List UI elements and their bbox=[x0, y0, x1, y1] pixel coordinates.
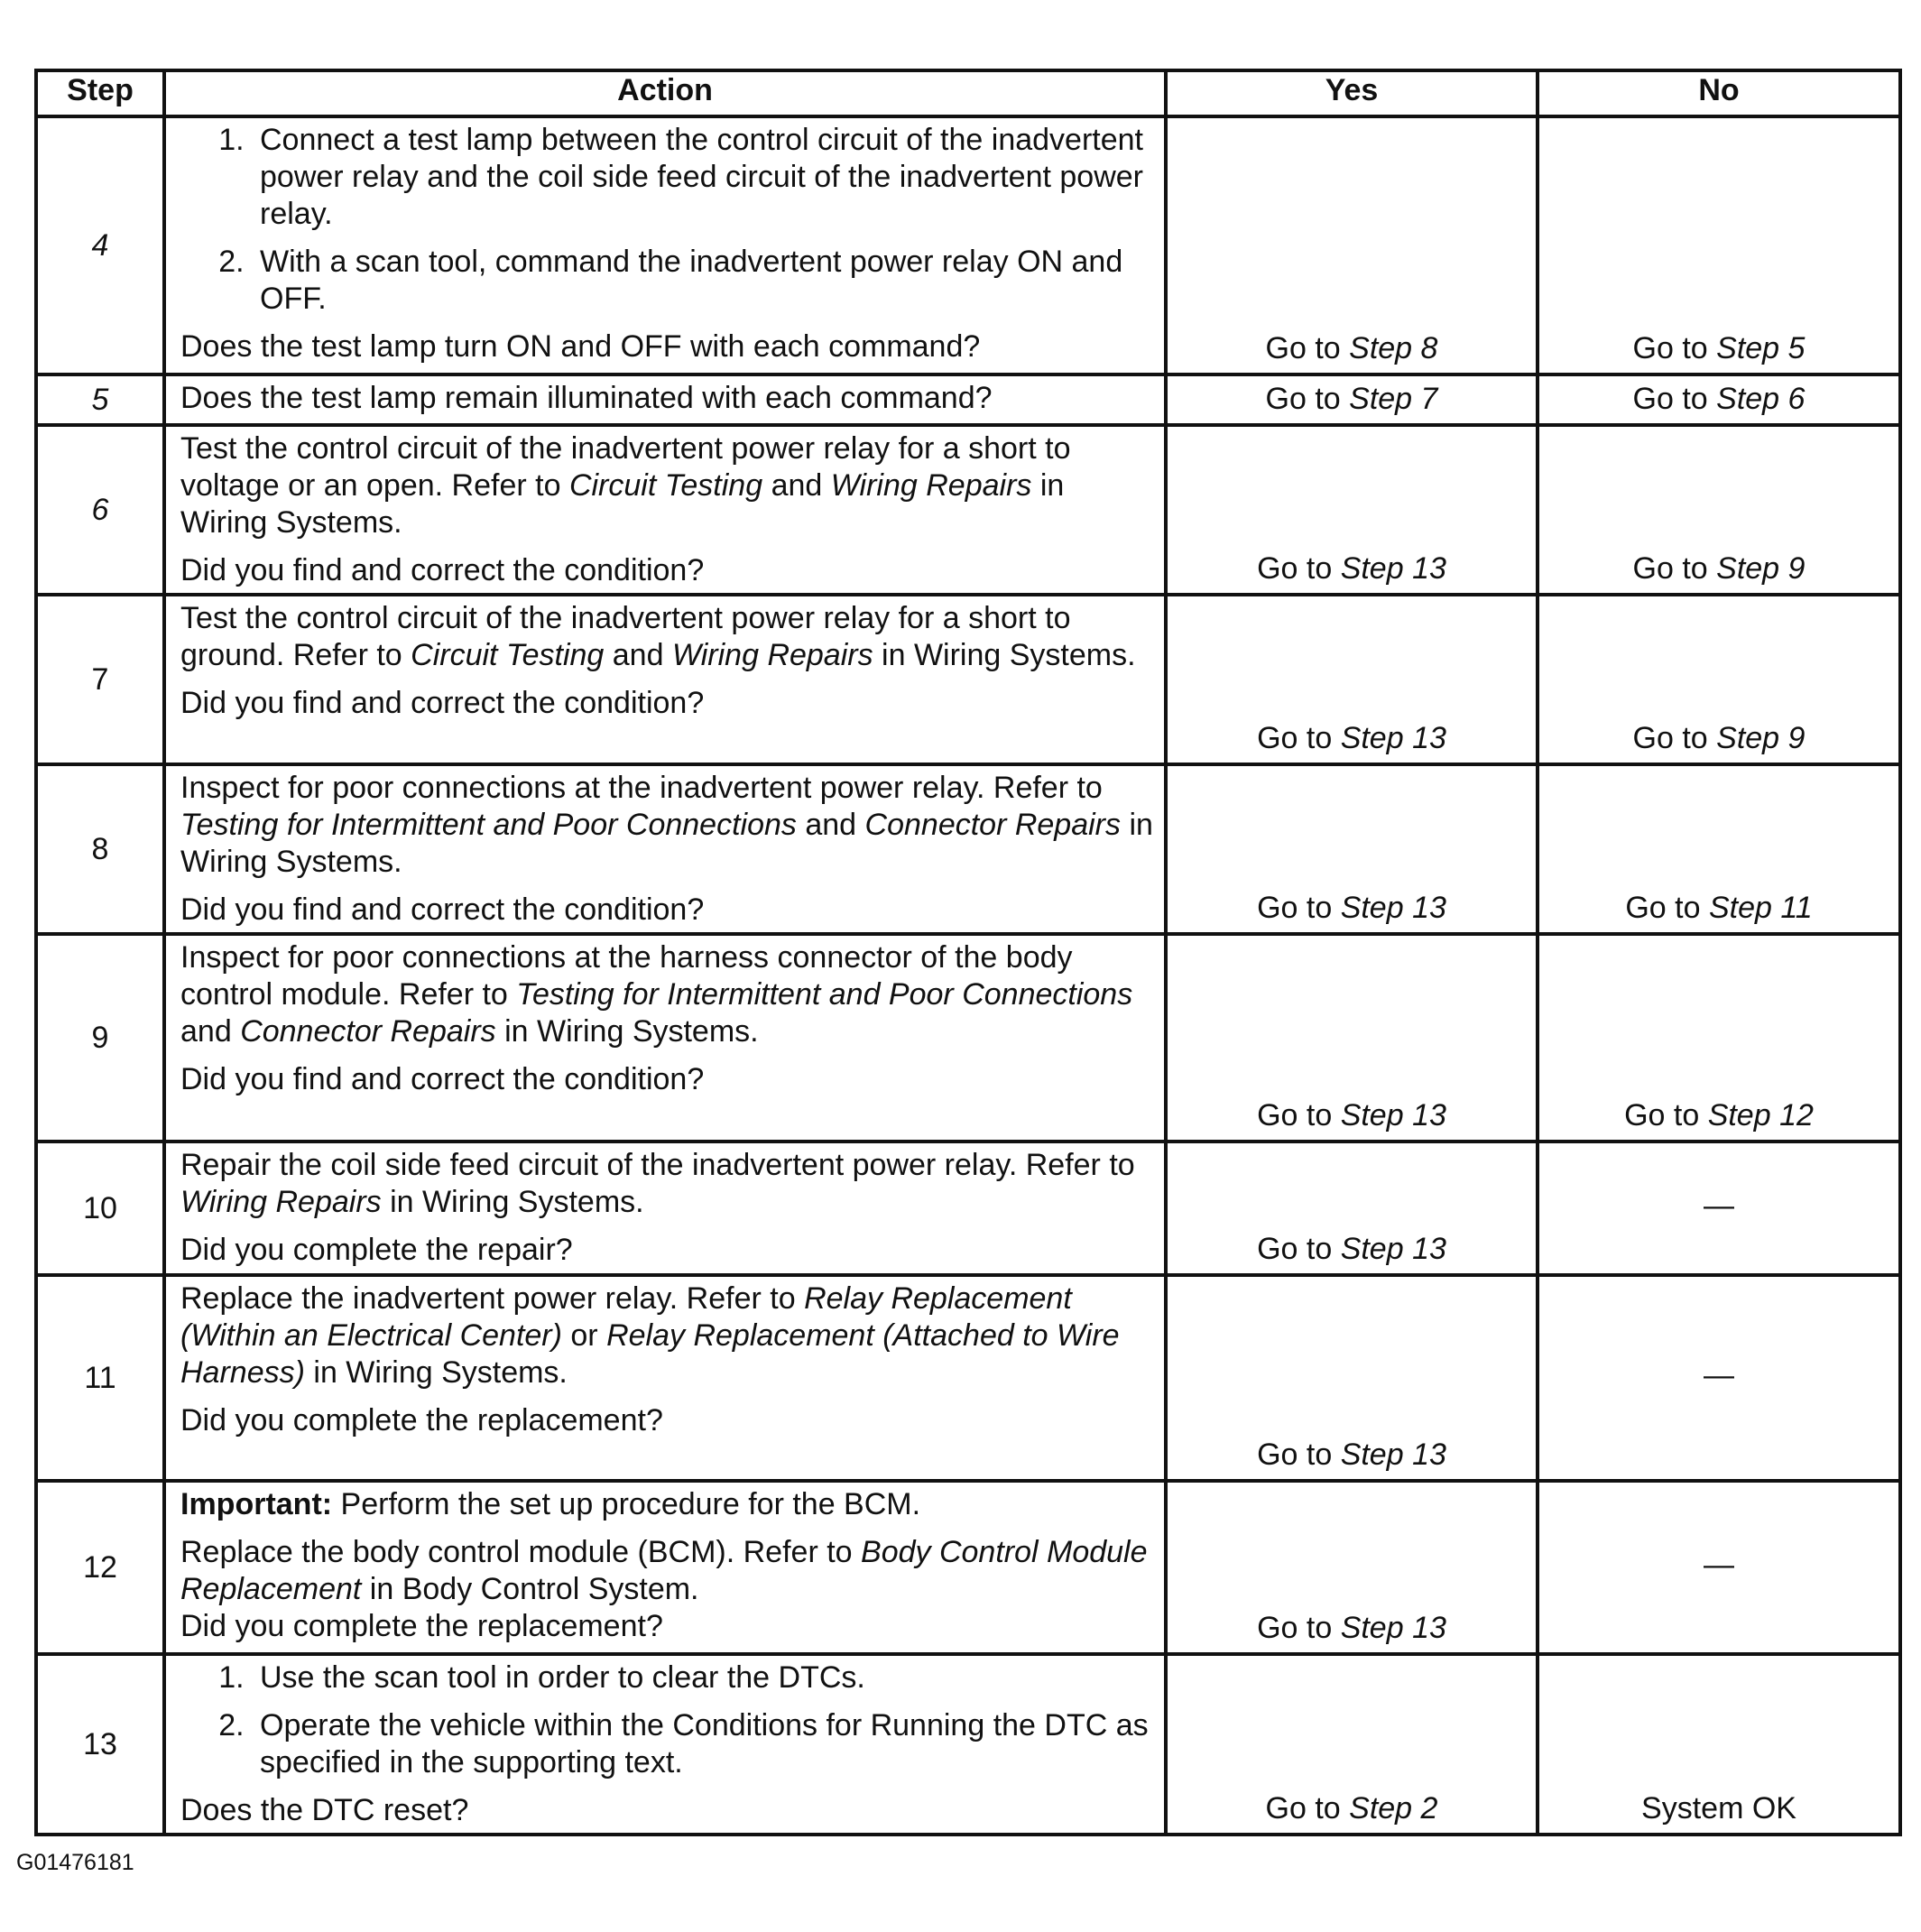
reference-link[interactable]: Wiring Repairs bbox=[180, 1185, 382, 1219]
yes-cell bbox=[1166, 1654, 1538, 1835]
no-cell-empty: — bbox=[1538, 1142, 1900, 1275]
header-yes: Yes bbox=[1166, 70, 1538, 116]
action-cell bbox=[164, 1654, 1166, 1835]
table-row bbox=[36, 425, 1900, 595]
table-row bbox=[36, 764, 1900, 934]
go-to-label: Go to bbox=[1265, 331, 1350, 365]
yes-cell bbox=[1166, 764, 1538, 934]
question-text: Did you complete the replacement? bbox=[180, 1403, 663, 1437]
no-cell bbox=[1538, 934, 1900, 1142]
numbered-list bbox=[180, 1659, 1153, 1781]
reference-link[interactable]: Body Control Module Replacement bbox=[180, 1535, 1148, 1606]
step-number: 8 bbox=[36, 764, 164, 934]
diagnostic-table bbox=[34, 69, 1902, 1836]
table-row bbox=[36, 595, 1900, 764]
list-item: 1. Connect a test lamp between the control circuit of the inadvertent power relay and the coil side feed circuit of the inadvertent power relay. bbox=[253, 122, 1153, 233]
yes-step-link[interactable]: Step 13 bbox=[1340, 1437, 1446, 1472]
go-to-label: Go to bbox=[1624, 1098, 1708, 1132]
reference-link[interactable]: Wiring Repairs bbox=[830, 468, 1032, 503]
go-to-label: Go to bbox=[1257, 551, 1341, 586]
question-text: Did you find and correct the condition? bbox=[180, 553, 705, 587]
yes-cell bbox=[1166, 595, 1538, 764]
yes-step-link[interactable]: Step 13 bbox=[1340, 551, 1446, 586]
figure-id: G01476181 bbox=[16, 1850, 134, 1875]
step-number: 10 bbox=[36, 1142, 164, 1275]
header-action: Action bbox=[164, 70, 1166, 116]
reference-link[interactable]: Testing for Intermittent and Poor Connections bbox=[516, 977, 1133, 1012]
yes-step-link[interactable]: Step 13 bbox=[1340, 891, 1446, 925]
no-step-link[interactable]: Step 11 bbox=[1708, 891, 1813, 925]
yes-step-link[interactable]: Step 8 bbox=[1349, 331, 1438, 365]
go-to-label: Go to bbox=[1257, 1098, 1341, 1132]
question-text: Does the test lamp remain illuminated with each command? bbox=[180, 381, 993, 415]
numbered-list bbox=[180, 122, 1153, 318]
yes-cell bbox=[1166, 1275, 1538, 1481]
go-to-label: Go to bbox=[1632, 382, 1717, 416]
table-row bbox=[36, 1142, 1900, 1275]
table-row bbox=[36, 934, 1900, 1142]
instruction-text: Inspect for poor connections at the harness connector of the body control module. Refer to Testing for Intermittent and Poor Connections and Connector Repairs in Wiring Systems. bbox=[180, 940, 1133, 1049]
table-row bbox=[36, 1275, 1900, 1481]
no-cell bbox=[1538, 425, 1900, 595]
yes-cell bbox=[1166, 1142, 1538, 1275]
no-cell-empty: — bbox=[1538, 1275, 1900, 1481]
yes-step-link[interactable]: Step 2 bbox=[1349, 1791, 1438, 1826]
list-item: 2. With a scan tool, command the inadvertent power relay ON and OFF. bbox=[253, 244, 1153, 318]
instruction-text: Replace the inadvertent power relay. Refer to Relay Replacement (Within an Electrical Center) or Relay Replacement (Attached to Wire Harness) in Wiring Systems. bbox=[180, 1281, 1120, 1390]
go-to-label: Go to bbox=[1257, 891, 1341, 925]
no-step-link[interactable]: Step 9 bbox=[1716, 551, 1806, 586]
go-to-label: Go to bbox=[1265, 382, 1350, 416]
go-to-label: Go to bbox=[1257, 1437, 1341, 1472]
instruction-text: Replace the body control module (BCM). Refer to Body Control Module Replacement in Body Control System. bbox=[180, 1535, 1148, 1606]
list-item: 2. Operate the vehicle within the Conditions for Running the DTC as specified in the supporting text. bbox=[253, 1707, 1153, 1781]
reference-link[interactable]: Wiring Repairs bbox=[671, 638, 873, 672]
step-number: 7 bbox=[36, 595, 164, 764]
yes-cell bbox=[1166, 116, 1538, 374]
go-to-label: Go to bbox=[1257, 721, 1341, 755]
no-cell bbox=[1538, 595, 1900, 764]
no-step-link[interactable]: Step 6 bbox=[1716, 382, 1806, 416]
instruction-text: Inspect for poor connections at the inadvertent power relay. Refer to Testing for Intermittent and Poor Connections and Connector Repairs in Wiring Systems. bbox=[180, 771, 1153, 879]
question-text: Did you complete the replacement? bbox=[180, 1609, 663, 1643]
important-label: Important: bbox=[180, 1487, 333, 1521]
go-to-label: Go to bbox=[1265, 1791, 1350, 1826]
no-cell bbox=[1538, 764, 1900, 934]
action-cell bbox=[164, 425, 1166, 595]
table-header-row bbox=[36, 70, 1900, 116]
question-text: Did you find and correct the condition? bbox=[180, 892, 705, 927]
list-item: 1. Use the scan tool in order to clear the DTCs. bbox=[253, 1659, 1153, 1696]
no-cell-result: System OK bbox=[1538, 1654, 1900, 1835]
yes-cell bbox=[1166, 374, 1538, 425]
go-to-label: Go to bbox=[1632, 331, 1717, 365]
action-cell bbox=[164, 374, 1166, 425]
reference-link[interactable]: Connector Repairs bbox=[864, 808, 1122, 842]
step-number: 13 bbox=[36, 1654, 164, 1835]
table-row bbox=[36, 374, 1900, 425]
no-cell-empty: — bbox=[1538, 1481, 1900, 1654]
no-step-link[interactable]: Step 9 bbox=[1716, 721, 1806, 755]
action-cell bbox=[164, 116, 1166, 374]
go-to-label: Go to bbox=[1632, 721, 1717, 755]
yes-step-link[interactable]: Step 7 bbox=[1349, 382, 1438, 416]
yes-step-link[interactable]: Step 13 bbox=[1340, 1098, 1446, 1132]
question-text: Does the DTC reset? bbox=[180, 1793, 469, 1827]
question-text: Does the test lamp turn ON and OFF with each command? bbox=[180, 329, 981, 364]
yes-cell bbox=[1166, 1481, 1538, 1654]
table-row bbox=[36, 1481, 1900, 1654]
yes-cell bbox=[1166, 934, 1538, 1142]
reference-link[interactable]: Circuit Testing bbox=[411, 638, 605, 672]
step-number: 4 bbox=[36, 116, 164, 374]
instruction-text: Test the control circuit of the inadvertent power relay for a short to voltage or an open. Refer to Circuit Testing and Wiring Repairs in Wiring Systems. bbox=[180, 431, 1071, 540]
yes-step-link[interactable]: Step 13 bbox=[1340, 721, 1446, 755]
action-cell bbox=[164, 1142, 1166, 1275]
action-cell bbox=[164, 764, 1166, 934]
no-cell bbox=[1538, 116, 1900, 374]
question-text: Did you find and correct the condition? bbox=[180, 1062, 705, 1096]
reference-link[interactable]: Relay Replacement (Within an Electrical Center) bbox=[180, 1281, 1072, 1353]
question-text: Did you find and correct the condition? bbox=[180, 686, 705, 720]
step-number: 12 bbox=[36, 1481, 164, 1654]
action-cell bbox=[164, 1275, 1166, 1481]
no-cell bbox=[1538, 374, 1900, 425]
yes-step-link[interactable]: Step 13 bbox=[1340, 1611, 1446, 1645]
action-cell bbox=[164, 595, 1166, 764]
important-note: Important: Perform the set up procedure for the BCM. bbox=[180, 1487, 921, 1521]
go-to-label: Go to bbox=[1257, 1611, 1341, 1645]
no-step-link[interactable]: Step 12 bbox=[1707, 1098, 1814, 1132]
reference-link[interactable]: Relay Replacement (Attached to Wire Harness) bbox=[180, 1318, 1120, 1390]
go-to-label: Go to bbox=[1257, 1232, 1341, 1266]
header-step: Step bbox=[36, 70, 164, 116]
table-row bbox=[36, 116, 1900, 374]
header-no: No bbox=[1538, 70, 1900, 116]
reference-link[interactable]: Circuit Testing bbox=[568, 468, 763, 503]
table-row bbox=[36, 1654, 1900, 1835]
go-to-label: Go to bbox=[1632, 551, 1717, 586]
step-number: 6 bbox=[36, 425, 164, 595]
instruction-text: Test the control circuit of the inadvertent power relay for a short to ground. Refer to Circuit Testing and Wiring Repairs in Wiring Systems. bbox=[180, 601, 1136, 672]
go-to-label: Go to bbox=[1625, 891, 1709, 925]
step-number: 5 bbox=[36, 374, 164, 425]
question-text: Did you complete the repair? bbox=[180, 1233, 573, 1267]
yes-cell bbox=[1166, 425, 1538, 595]
reference-link[interactable]: Testing for Intermittent and Poor Connections bbox=[180, 808, 797, 842]
step-number: 11 bbox=[36, 1275, 164, 1481]
no-step-link[interactable]: Step 5 bbox=[1716, 331, 1806, 365]
instruction-text: Repair the coil side feed circuit of the inadvertent power relay. Refer to Wiring Repairs in Wiring Systems. bbox=[180, 1148, 1135, 1219]
action-cell bbox=[164, 1481, 1166, 1654]
step-number: 9 bbox=[36, 934, 164, 1142]
yes-step-link[interactable]: Step 13 bbox=[1340, 1232, 1446, 1266]
reference-link[interactable]: Connector Repairs bbox=[240, 1014, 496, 1049]
action-cell bbox=[164, 934, 1166, 1142]
